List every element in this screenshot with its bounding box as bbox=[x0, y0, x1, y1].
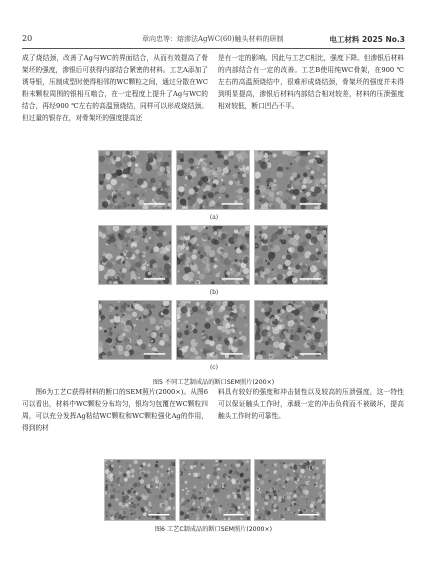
text-column-right-bottom bbox=[218, 386, 404, 422]
subfigure-label-c: (c) bbox=[209, 364, 219, 371]
subfigure-label-b: (b) bbox=[209, 289, 219, 296]
subfigure-label-a: (a) bbox=[209, 214, 219, 221]
running-title: 章向忠等：熔渗法AgWC(60)触头材料的研制 bbox=[142, 35, 284, 43]
sem-image bbox=[176, 225, 250, 285]
sem-image bbox=[254, 459, 326, 521]
sem-image bbox=[176, 300, 250, 360]
figure-6 bbox=[104, 459, 326, 521]
paragraph: 图6为工艺C获得材料的断口的SEM照片(2000×)。从图6可以看出，材料中WC颗粒分布均匀，银均匀包覆在WC颗粒四周，可以充分发挥Ag粘结WC颗粒和WC颗粒强化Ag的作用，得到的材 bbox=[22, 388, 208, 432]
sem-image bbox=[98, 300, 172, 360]
figure-5-row-b bbox=[98, 225, 330, 288]
figure-5-row-c bbox=[98, 300, 330, 363]
header-rule bbox=[22, 48, 405, 49]
sem-image bbox=[98, 225, 172, 285]
paragraph: 料具有较好的强度和冲击韧性以及较高的压溃强度，这一特性可以保证触头工作时，承载一定的冲击负荷而不被破坏，提高触头工作时的可靠性。 bbox=[218, 388, 404, 420]
text-column-right-top bbox=[218, 52, 404, 112]
sem-image bbox=[254, 150, 328, 210]
sem-image bbox=[104, 459, 176, 521]
sem-image bbox=[176, 150, 250, 210]
paragraph: 成了烧结颈，改善了Ag与WC的界面结合，从而有效提高了骨架坯的强度，渗银后可获得内部结合紧密的材料。工艺A添加了诱导银，压制成型时使得相邻的WC颗粒之间，通过分散在WC粉末颗粒周围的银相互啮合，在一定程度上提升了Ag与WC的结合，再经900 ℃左右的高温预烧结，同样可以形成烧结颈。但过量的银存在，对骨架坯的强度提高还 bbox=[22, 54, 208, 122]
sem-image bbox=[254, 225, 328, 285]
text-column-left-bottom bbox=[22, 386, 208, 434]
figure-6-caption: 图6 工艺C制成品的断口SEM照片(2000×) bbox=[154, 526, 273, 533]
page-number: 20 bbox=[22, 34, 33, 43]
figure-5-row-a bbox=[98, 150, 330, 213]
sem-image bbox=[98, 150, 172, 210]
sem-image bbox=[254, 300, 328, 360]
text-column-left-top bbox=[22, 52, 208, 124]
paragraph: 是有一定的影响。因此与工艺C相比，强度下降。但渗银后材料的内部结合有一定的改善。工艺B使用纯WC骨架，在900 ℃左右的高温预烧结中，很难形成烧结颈，骨架坯的强度并未得到明显提高，渗银后材料内部结合相对较差，材料的压溃强度相对较低，断口凹凸不平。 bbox=[218, 54, 404, 110]
journal-info: 电工材料 2025 No.3 bbox=[329, 35, 405, 44]
sem-image bbox=[179, 459, 251, 521]
figure-5 bbox=[98, 150, 330, 375]
figure-5-caption: 图5 不同工艺制成品的断口SEM照片(200×) bbox=[152, 379, 275, 386]
running-header bbox=[22, 34, 405, 48]
